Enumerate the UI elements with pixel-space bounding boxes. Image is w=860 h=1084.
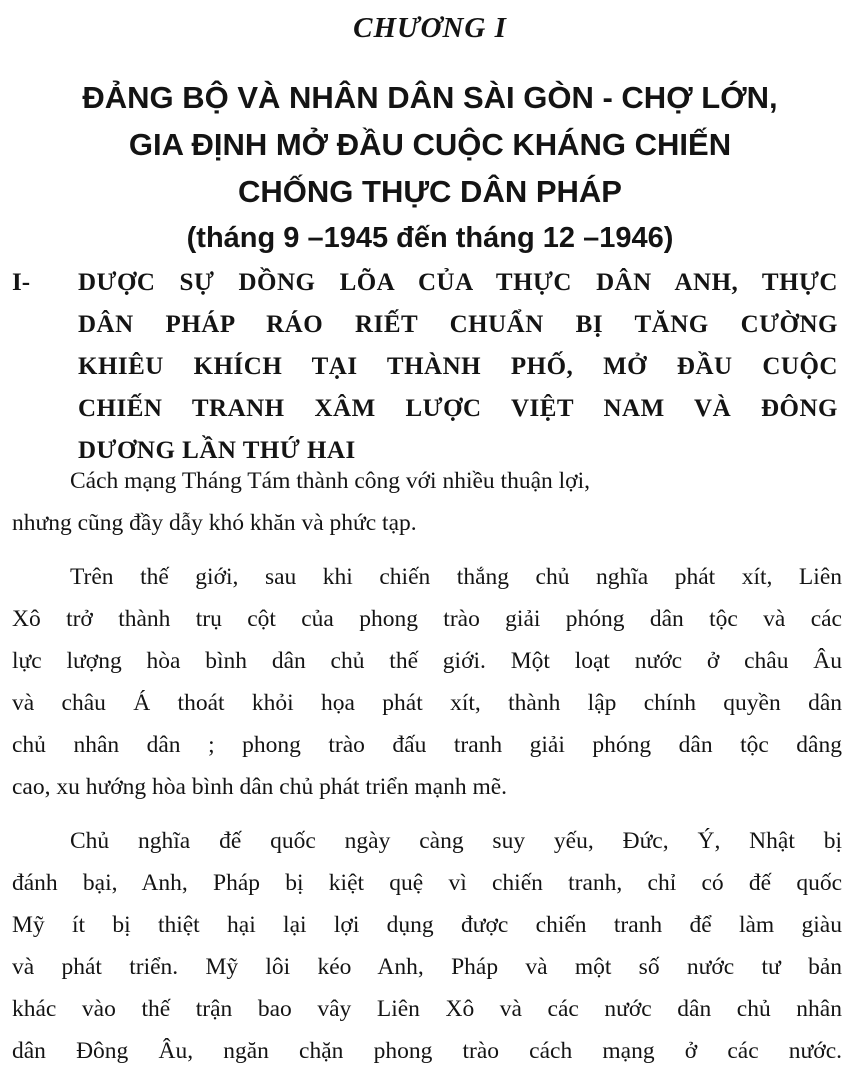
text-line: Trên thế giới, sau khi chiến thắng chủ nghĩa phát xít, Liên	[70, 564, 842, 590]
section-title-line: DÂN PHÁP RÁO RIẾT CHUẨN BỊ TĂNG CƯỜNG	[78, 311, 838, 338]
section-title-line: DƯƠNG LẦN THỨ HAI	[78, 437, 356, 464]
text-line: khác vào thế trận bao vây Liên Xô và các nước dân chủ nhân	[12, 996, 842, 1022]
section-title-line: DƯỢC SỰ DỒNG LÕA CỦA THỰC DÂN ANH, THỰC	[78, 269, 838, 296]
paragraph	[12, 820, 842, 1072]
title-line: GIA ĐỊNH MỞ ĐẦU CUỘC KHÁNG CHIẾN	[128, 127, 732, 162]
text-line: chủ nhân dân ; phong trào đấu tranh giải phóng dân tộc dâng	[12, 732, 842, 758]
text-line: Xô trở thành trụ cột của phong trào giải phóng dân tộc và các	[12, 606, 842, 632]
chapter-heading: CHƯƠNG I	[353, 12, 507, 44]
text-line: Cách mạng Tháng Tám thành công với nhiều thuận lợi,	[70, 468, 590, 494]
text-line: cao, xu hướng hòa bình dân chủ phát triển mạnh mẽ.	[12, 774, 508, 800]
text-line: và châu Á thoát khỏi họa phát xít, thành lập chính quyền dân	[12, 690, 842, 716]
text-line: và phát triển. Mỹ lôi kéo Anh, Pháp và một số nước tư bản	[12, 954, 842, 980]
paragraph	[12, 556, 842, 808]
title-date-range: (tháng 9 –1945 đến tháng 12 –1946)	[186, 222, 674, 254]
text-line: lực lượng hòa bình dân chủ thế giới. Một loạt nước ở châu Âu	[12, 648, 842, 674]
text-line: dân Đông Âu, ngăn chặn phong trào cách mạng ở các nước.	[12, 1038, 842, 1064]
text-line: nhưng cũng đầy dẫy khó khăn và phức tạp.	[12, 510, 417, 536]
section-title-line: CHIẾN TRANH XÂM LƯỢC VIỆT NAM VÀ ĐÔNG	[78, 395, 838, 422]
section-number: I-	[12, 269, 31, 296]
text-line: Chủ nghĩa đế quốc ngày càng suy yếu, Đức, Ý, Nhật bị	[70, 828, 842, 854]
title-line: CHỐNG THỰC DÂN PHÁP	[238, 174, 622, 209]
chapter-title	[0, 74, 860, 262]
paragraph	[12, 460, 842, 544]
text-line: đánh bại, Anh, Pháp bị kiệt quệ vì chiến tranh, chỉ có đế quốc	[12, 870, 842, 896]
section-title-line: KHIÊU KHÍCH TẠI THÀNH PHỐ, MỞ ĐẦU CUỘC	[78, 353, 838, 380]
body-text	[12, 460, 842, 1084]
text-line: Mỹ ít bị thiệt hại lại lợi dụng được chiến tranh để làm giàu	[12, 912, 842, 938]
title-line: ĐẢNG BỘ VÀ NHÂN DÂN SÀI GÒN - CHỢ LỚN,	[82, 80, 778, 115]
section-title	[78, 262, 838, 472]
